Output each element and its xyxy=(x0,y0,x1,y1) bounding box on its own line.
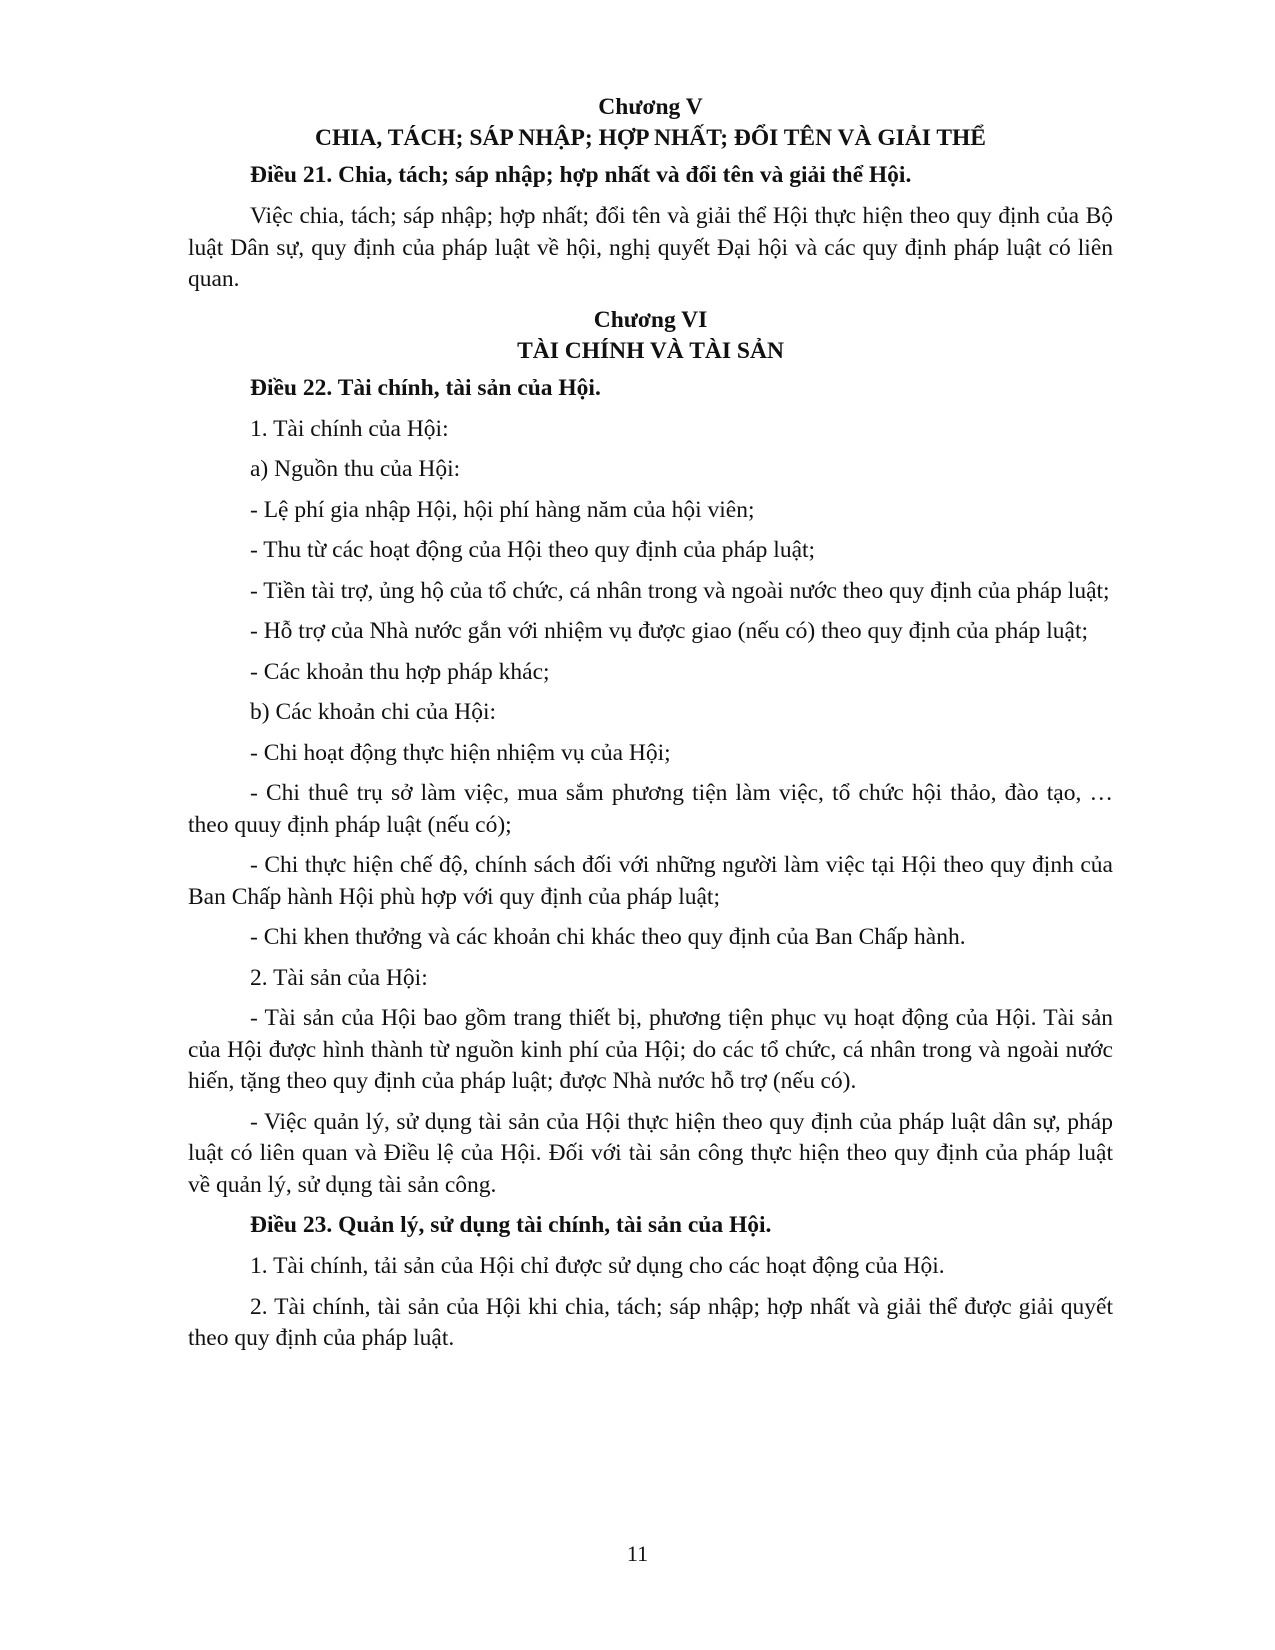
article-22-paragraph: - Chi hoạt động thực hiện nhiệm vụ của Hội; xyxy=(250,739,671,766)
chapter-6-title: TÀI CHÍNH VÀ TÀI SẢN xyxy=(517,337,784,364)
article-22-paragraph: - Tài sản của Hội bao gồm trang thiết bị, phương tiện phục vụ hoạt động của Hội. Tài sản của Hội được hình thành từ nguồn kinh phí của Hội; do các tổ chức, cá nhân trong và ngoài nước hiến, tặng theo quy định của pháp luật; được Nhà nước hỗ trợ (nếu có). xyxy=(188,1005,1113,1094)
article-22-paragraph: b) Các khoản chi của Hội: xyxy=(250,699,497,725)
article-23-paragraph: 1. Tài chính, tải sản của Hội chỉ được sử dụng cho các hoạt động của Hội. xyxy=(250,1253,945,1279)
article-22-paragraph: - Việc quản lý, sử dụng tài sản của Hội thực hiện theo quy định của pháp luật dân sự, pháp luật có liên quan và Điều lệ của Hội. Đối với tài sản công thực hiện theo quy định của pháp luật về quản lý, sử dụng tài sản công. xyxy=(188,1108,1113,1198)
chapter-6-heading: Chương VI xyxy=(593,306,708,333)
article-21-title: Điều 21. Chia, tách; sáp nhập; hợp nhất và đổi tên và giải thể Hội. xyxy=(250,162,912,188)
document-page xyxy=(188,92,1113,1364)
article-23-title: Điều 23. Quản lý, sử dụng tài chính, tài sản của Hội. xyxy=(250,1212,772,1238)
article-22-title: Điều 22. Tài chính, tài sản của Hội. xyxy=(250,374,601,401)
article-22-paragraph: - Thu từ các hoạt động của Hội theo quy định của pháp luật; xyxy=(250,537,816,563)
article-22-paragraph: - Chi khen thưởng và các khoản chi khác theo quy định của Ban Chấp hành. xyxy=(250,924,966,950)
article-22-paragraph: - Hỗ trợ của Nhà nước gắn với nhiệm vụ được giao (nếu có) theo quy định của pháp luật; xyxy=(250,618,1089,644)
article-22-paragraph: - Lệ phí gia nhập Hội, hội phí hàng năm của hội viên; xyxy=(250,496,755,523)
article-21-paragraph: Việc chia, tách; sáp nhập; hợp nhất; đổi tên và giải thể Hội thực hiện theo quy định của Bộ luật Dân sự, quy định của pháp luật về hội, nghị quyết Đại hội và các quy định pháp luật có liên quan. xyxy=(188,203,1113,292)
article-22-paragraph: - Chi thực hiện chế độ, chính sách đối với những người làm việc tại Hội theo quy định của Ban Chấp hành Hội phù hợp với quy định của pháp luật; xyxy=(188,852,1113,910)
article-22-paragraph: a) Nguồn thu của Hội: xyxy=(250,456,461,482)
chapter-5-heading: Chương V xyxy=(598,94,703,120)
article-22-paragraph: - Các khoản thu hợp pháp khác; xyxy=(250,658,550,685)
article-22-paragraph: 1. Tài chính của Hội: xyxy=(250,415,449,442)
article-23-paragraph: 2. Tài chính, tài sản của Hội khi chia, tách; sáp nhập; hợp nhất và giải thể được giải quyết theo quy định của pháp luật. xyxy=(188,1293,1113,1351)
article-22-paragraph: 2. Tài sản của Hội: xyxy=(250,964,428,991)
chapter-5-title: CHIA, TÁCH; SÁP NHẬP; HỢP NHẤT; ĐỔI TÊN VÀ GIẢI THỂ xyxy=(315,125,986,151)
page-number: 11 xyxy=(626,1541,649,1566)
article-22-paragraph: - Tiền tài trợ, ủng hộ của tổ chức, cá nhân trong và ngoài nước theo quy định của pháp luật; xyxy=(250,577,1110,604)
article-22-paragraph: - Chi thuê trụ sở làm việc, mua sắm phương tiện làm việc, tổ chức hội thảo, đào tạo, … theo quuy định pháp luật (nếu có); xyxy=(188,780,1113,838)
